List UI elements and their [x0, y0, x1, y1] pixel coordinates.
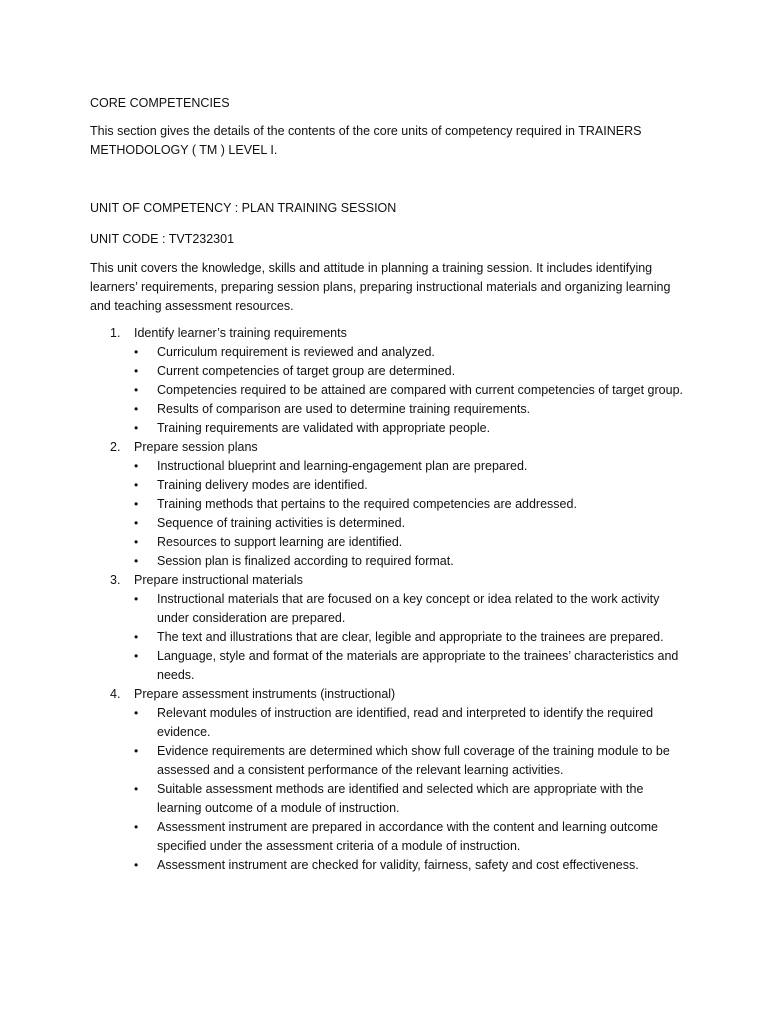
- criterion-text: Resources to support learning are identified.: [157, 535, 403, 549]
- criterion-item: [134, 590, 690, 628]
- unit-description: This unit covers the knowledge, skills and attitude in planning a training session. It includes identifying learners’ requirements, preparing session plans, preparing instructional materials and organizing learning and teaching assessment resources.: [90, 261, 671, 313]
- criteria-list: [134, 590, 690, 685]
- bullet-icon: •: [134, 554, 139, 568]
- section-heading: CORE COMPETENCIES: [90, 96, 230, 110]
- element-title: Prepare instructional materials: [134, 573, 303, 587]
- criterion-item: [134, 628, 690, 647]
- criterion-item: [134, 552, 690, 571]
- criterion-item: [134, 856, 690, 875]
- criterion-item: [134, 362, 690, 381]
- criterion-text: Instructional blueprint and learning-engagement plan are prepared.: [157, 459, 528, 473]
- criterion-item: [134, 818, 690, 856]
- element-item: [90, 438, 690, 571]
- element-title: Prepare assessment instruments (instructional): [134, 687, 396, 701]
- criterion-text: The text and illustrations that are clear, legible and appropriate to the trainees are prepared.: [157, 630, 664, 644]
- criterion-text: Competencies required to be attained are compared with current competencies of target group.: [157, 383, 683, 397]
- criterion-item: [134, 742, 690, 780]
- bullet-icon: •: [134, 649, 139, 663]
- criteria-list: [134, 457, 690, 571]
- bullet-icon: •: [134, 744, 139, 758]
- element-number: 2.: [110, 440, 121, 454]
- bullet-icon: •: [134, 820, 139, 834]
- element-title: Identify learner’s training requirements: [134, 326, 347, 340]
- bullet-icon: •: [134, 706, 139, 720]
- bullet-icon: •: [134, 858, 139, 872]
- criterion-text: Sequence of training activities is determined.: [157, 516, 406, 530]
- bullet-icon: •: [134, 630, 139, 644]
- criterion-item: [134, 476, 690, 495]
- bullet-icon: •: [134, 421, 139, 435]
- bullet-icon: •: [134, 383, 139, 397]
- criterion-text: Instructional materials that are focused on a key concept or idea related to the work activity under consideration are prepared.: [157, 592, 660, 625]
- bullet-icon: •: [134, 459, 139, 473]
- elements-list: [90, 324, 690, 875]
- bullet-icon: •: [134, 402, 139, 416]
- criterion-item: [134, 381, 690, 400]
- criterion-item: [134, 704, 690, 742]
- criterion-item: [134, 533, 690, 552]
- bullet-icon: •: [134, 364, 139, 378]
- criterion-text: Results of comparison are used to determine training requirements.: [157, 402, 531, 416]
- criterion-item: [134, 457, 690, 476]
- criterion-text: Language, style and format of the materials are appropriate to the trainees’ characteristics and needs.: [157, 649, 679, 682]
- criterion-text: Training methods that pertains to the required competencies are addressed.: [157, 497, 577, 511]
- criterion-text: Current competencies of target group are determined.: [157, 364, 456, 378]
- criterion-text: Training requirements are validated with appropriate people.: [157, 421, 491, 435]
- unit-code: UNIT CODE : TVT232301: [90, 232, 235, 246]
- intro-paragraph: This section gives the details of the contents of the core units of competency required in TRAINERS METHODOLOGY ( TM ) LEVEL I.: [90, 124, 642, 157]
- criterion-text: Session plan is finalized according to required format.: [157, 554, 454, 568]
- criterion-text: Evidence requirements are determined which show full coverage of the training module to be assessed and a consistent performance of the relevant learning activities.: [157, 744, 670, 777]
- criterion-item: [134, 495, 690, 514]
- bullet-icon: •: [134, 535, 139, 549]
- criterion-text: Assessment instrument are checked for validity, fairness, safety and cost effectiveness.: [157, 858, 639, 872]
- element-number: 4.: [110, 687, 121, 701]
- criterion-item: [134, 514, 690, 533]
- unit-title: UNIT OF COMPETENCY : PLAN TRAINING SESSION: [90, 201, 397, 215]
- bullet-icon: •: [134, 497, 139, 511]
- criterion-text: Relevant modules of instruction are identified, read and interpreted to identify the required evidence.: [157, 706, 654, 739]
- element-number: 3.: [110, 573, 121, 587]
- element-item: [90, 324, 690, 438]
- bullet-icon: •: [134, 592, 139, 606]
- criterion-text: Curriculum requirement is reviewed and analyzed.: [157, 345, 435, 359]
- criterion-text: Training delivery modes are identified.: [157, 478, 368, 492]
- criterion-item: [134, 647, 690, 685]
- element-number: 1.: [110, 326, 121, 340]
- criterion-text: Suitable assessment methods are identified and selected which are appropriate with the learning outcome of a module of instruction.: [157, 782, 644, 815]
- criterion-item: [134, 400, 690, 419]
- bullet-icon: •: [134, 782, 139, 796]
- element-title: Prepare session plans: [134, 440, 258, 454]
- bullet-icon: •: [134, 345, 139, 359]
- bullet-icon: •: [134, 516, 139, 530]
- criterion-item: [134, 419, 690, 438]
- criterion-item: [134, 780, 690, 818]
- criteria-list: [134, 343, 690, 438]
- criteria-list: [134, 704, 690, 875]
- element-item: [90, 571, 690, 685]
- criterion-text: Assessment instrument are prepared in accordance with the content and learning outcome specified under the assessment criteria of a module of instruction.: [157, 820, 658, 853]
- bullet-icon: •: [134, 478, 139, 492]
- criterion-item: [134, 343, 690, 362]
- element-item: [90, 685, 690, 875]
